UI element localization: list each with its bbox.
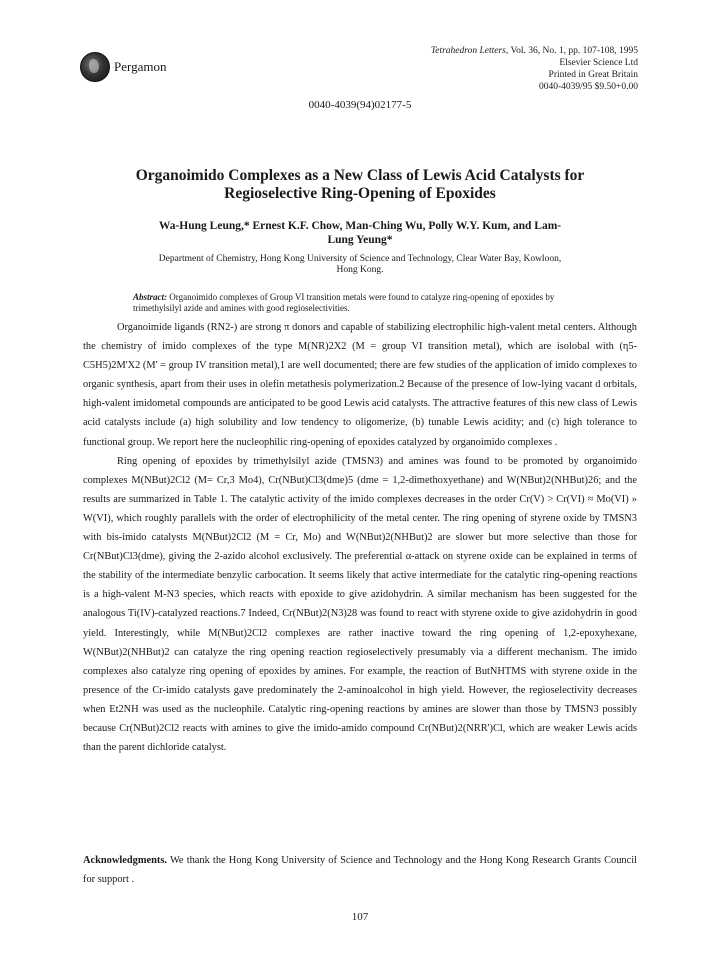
journal-info: [358, 45, 638, 93]
acknowledgments-label: Acknowledgments.: [83, 855, 167, 866]
paper-title: Organoimido Complexes as a New Class of Lewis Acid Catalysts for Regioselective Ring-Opening of Epoxides: [135, 167, 585, 202]
acknowledgments-text: We thank the Hong Kong University of Science and Technology and the Hong Kong Research Grants Council for support .: [83, 855, 637, 885]
page-number: 107: [351, 911, 369, 923]
acknowledgments: [83, 851, 637, 889]
abstract-label: Abstract:: [133, 292, 168, 302]
authors: Wa-Hung Leung,* Ernest K.F. Chow, Man-Ching Wu, Polly W.Y. Kum, and Lam-Lung Yeung*: [158, 220, 562, 246]
doi: 0040-4039(94)02177-5: [308, 99, 412, 111]
journal-citation: [358, 45, 638, 57]
publisher-name: Pergamon: [114, 59, 167, 74]
affiliation: Department of Chemistry, Hong Kong University of Science and Technology, Clear Water Bay, Kowloon, Hong Kong.: [158, 254, 562, 275]
body-text: [83, 318, 637, 757]
abstract: [133, 292, 593, 314]
publisher-line: Elsevier Science Ltd: [559, 58, 638, 68]
price-code: 0040-4039/95 $9.50+0.00: [538, 82, 638, 92]
printed-line: Printed in Great Britain: [548, 70, 638, 80]
abstract-text: Organoimido complexes of Group VI transition metals were found to catalyze ring-opening of epoxides by trimethylsilyl azide and amines with good regioselectivities.: [133, 292, 555, 313]
publisher-logo: [80, 52, 110, 82]
journal-volume: , Vol. 36, No. 1, pp. 107-108, 1995: [505, 46, 638, 56]
journal-name: Tetrahedron Letters: [430, 46, 506, 56]
paragraph: Organoimide ligands (RN2-) are strong π donors and capable of stabilizing electrophilic high-valent metal centers. Although the chemistry of imido complexes of the type M(NR)2X2 (M = group VI transition metal), which are isolobal with (η5-C5H5)2M'X2 (M' = group IV transition metal),1 are well documented; there are few studies of the application of imido complexes to organic synthesis, apart from their uses in olefin metathesis polymerization.2 Because of the presence of low-lying vacant d orbitals, high-valent imidometal compounds are anticipated to be good Lewis acid catalysts. The attractive features of this new class of Lewis acid catalysts include (a) high solubility and low tendency to oligomerize, (b) tunable Lewis acidity; and (c) high tolerance to functional group. We report here the nucleophilic ring-opening of epoxides catalyzed by organoimido complexes .: [83, 322, 637, 448]
paragraph: Ring opening of epoxides by trimethylsilyl azide (TMSN3) and amines was found to be promoted by organoimido complexes M(NBut)2Cl2 (M= Cr,3 Mo4), Cr(NBut)Cl3(dme)5 (dme = 1,2-dimethoxyethane) and W(NBut)2(NHBut)26; and the results are summarized in Table 1. The catalytic activity of the imido complexes decreases in the order Cr(V) > Cr(VI) ≈ Mo(VI) » W(VI), which roughly parallels with the order of electrophilicity of the metal center. The ring opening of styrene oxide by TMSN3 with bis-imido catalysts M(NBut)2Cl2 (M = Cr, Mo) and W(NBut)2(NHBut)2 are slower but more selective than those for Cr(NBut)Cl3(dme), giving the 2-azido alcohol exclusively. The preferential α-attack on styrene oxide can be explained in terms of the stability of the intermediate benzylic carbocation. It seems likely that active intermediate for the catalytic ring-opening reactions is a high-valent M-N3 species, which reacts with epoxide to give azidohydrin. A similar mechanism has been suggested for the analogous Ti(IV)-catalyzed reactions.7 Indeed, Cr(NBut)2(N3)28 was found to react with styrene oxide to give azidohydrin in good yield. Interestingly, while M(NBut)2Cl2 complexes are rather inactive toward the ring opening of 1,2-epoxyhexane, W(NBut)2(NHBut)2 can catalyze the ring opening reaction regioselectively presumably via a different mechanism. The imido complexes also catalyze ring opening of epoxides by amines. For example, the reaction of ButNHTMS with styrene oxide in the presence of the Cr-imido catalysts gave predominately the 2-aminoalcohol in high yield. However, the regioselectivity decreases when Et2NH was used as the nucleophile. Catalytic ring-opening reactions by amines are slower than those by TMSN3 possibly because Cr(NBut)2Cl2 reacts with amines to give the imido-amido compound Cr(NBut)2(NRR')Cl, which are weaker Lewis acids than the parent dichloride catalyst.: [83, 455, 637, 754]
